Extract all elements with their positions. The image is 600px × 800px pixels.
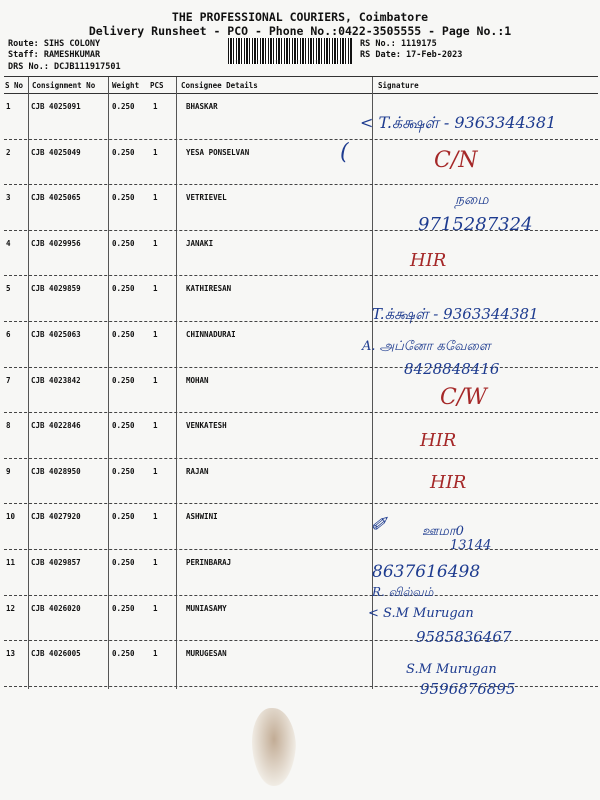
signature-row-10-mark-icon: ✐ — [370, 512, 387, 536]
cell-consignment-no: CJB 4025049 — [31, 147, 81, 157]
signature-row-6-phone: 8428848416 — [404, 360, 500, 378]
signature-row-12: < S.M Murugan — [368, 606, 474, 621]
cell-sno: 2 — [6, 147, 11, 157]
cell-consignee: PERINBARAJ — [186, 558, 232, 567]
drs-label: DRS No.: DCJB111917501 — [8, 62, 121, 72]
cell-weight: 0.250 — [112, 330, 135, 339]
cell-sno: 12 — [6, 603, 16, 613]
cell-pcs: 1 — [153, 193, 158, 203]
company-title: THE PROFESSIONAL COURIERS, Coimbatore — [171, 10, 429, 24]
cell-sno: 3 — [6, 193, 11, 203]
cell-consignee: YESA PONSELVAN — [186, 147, 250, 157]
cell-weight: 0.250 — [112, 238, 135, 248]
cell-pcs: 1 — [153, 603, 158, 613]
cell-consignment-no: CJB 4022846 — [31, 421, 81, 431]
cell-consignee: VETRIEVEL — [186, 193, 227, 203]
cell-weight: 0.250 — [112, 102, 135, 111]
cell-consignment-no: CJB 4025063 — [31, 330, 81, 339]
rs-date: RS Date: 17-Feb-2023 — [360, 50, 463, 60]
cell-sno: 9 — [6, 466, 11, 476]
cell-consignee: CHINNADURAI — [186, 330, 236, 339]
signature-row-7: C/W — [440, 385, 487, 410]
column-header-pcs: PCS — [150, 81, 164, 90]
cell-pcs: 1 — [153, 421, 158, 431]
cell-weight: 0.250 — [112, 421, 135, 431]
row-divider — [4, 595, 598, 596]
signature-row-5: T.க்க்ஷள் - 9363344381 — [372, 305, 539, 323]
cell-sno: 7 — [6, 375, 11, 385]
cell-sno: 5 — [6, 284, 11, 294]
column-header-sno: S No — [5, 81, 24, 90]
signature-row-10: ஊமா0 — [422, 524, 464, 539]
column-divider — [176, 77, 177, 689]
cell-pcs: 1 — [153, 466, 158, 476]
column-header-consignment: Consignment No — [32, 81, 96, 90]
cell-consignment-no: CJB 4029956 — [31, 238, 81, 248]
paper-stain — [252, 708, 296, 786]
cell-pcs: 1 — [153, 102, 158, 111]
column-divider — [28, 77, 29, 689]
cell-consignment-no: CJB 4023842 — [31, 375, 81, 385]
row-divider — [4, 549, 598, 550]
cell-sno: 11 — [6, 558, 16, 567]
cell-pcs: 1 — [153, 375, 158, 385]
cell-consignment-no: CJB 4029857 — [31, 558, 81, 567]
cell-pcs: 1 — [153, 512, 158, 522]
signature-row-4: HIR — [410, 250, 447, 271]
cell-sno: 4 — [6, 238, 11, 248]
cell-weight: 0.250 — [112, 147, 135, 157]
signature-row-2: C/N — [434, 148, 478, 173]
cell-consignment-no: CJB 4026020 — [31, 603, 81, 613]
cell-consignee: KATHIRESAN — [186, 284, 232, 294]
row-divider — [4, 458, 598, 459]
cell-weight: 0.250 — [112, 466, 135, 476]
cell-consignee: ASHWINI — [186, 512, 218, 522]
row-divider — [4, 503, 598, 504]
barcode — [228, 38, 352, 64]
column-header-weight: Weight — [112, 81, 140, 90]
cell-consignee: RAJAN — [186, 466, 209, 476]
cell-pcs: 1 — [153, 330, 158, 339]
runsheet-subtitle: Delivery Runsheet - PCO - Phone No.:0422-3505555 - Page No.:1 — [88, 24, 512, 38]
cell-consignment-no: CJB 4027920 — [31, 512, 81, 522]
signature-row-11: R. வில்வம் — [372, 585, 434, 599]
cell-consignment-no: CJB 4028950 — [31, 466, 81, 476]
signature-row-3: நமை — [455, 192, 489, 208]
column-divider — [108, 77, 109, 689]
cell-weight: 0.250 — [112, 558, 135, 567]
signature-mark-icon: ( — [340, 140, 349, 165]
cell-sno: 10 — [6, 512, 16, 522]
table-header-border — [4, 93, 598, 94]
cell-consignee: MOHAN — [186, 375, 209, 385]
row-divider — [4, 412, 598, 413]
cell-sno: 13 — [6, 649, 16, 659]
cell-consignee: MUNIASAMY — [186, 603, 227, 613]
cell-consignment-no: CJB 4025091 — [31, 102, 81, 111]
table-top-border — [4, 76, 598, 77]
cell-sno: 8 — [6, 421, 11, 431]
cell-weight: 0.250 — [112, 603, 135, 613]
cell-consignee: JANAKI — [186, 238, 214, 248]
signature-row-10-number: 13144 — [450, 538, 492, 553]
signature-row-3-phone: 9715287324 — [418, 214, 533, 235]
row-divider — [4, 275, 598, 276]
row-divider — [4, 139, 598, 140]
cell-weight: 0.250 — [112, 649, 135, 659]
signature-row-6: A. அப்னோ கவேளை — [362, 339, 491, 354]
route-label: Route: SIHS COLONY — [8, 39, 101, 49]
cell-pcs: 1 — [153, 649, 158, 659]
signature-row-8: HIR — [420, 430, 457, 451]
column-header-signature: Signature — [378, 81, 419, 90]
cell-weight: 0.250 — [112, 284, 135, 294]
column-header-consignee: Consignee Details — [181, 81, 258, 90]
signature-row-9: HIR — [430, 472, 467, 493]
signature-row-13: S.M Murugan — [406, 662, 497, 677]
rs-number: RS No.: 1119175 — [360, 39, 437, 49]
cell-consignee: BHASKAR — [186, 102, 218, 111]
staff-label: Staff: RAMESHKUMAR — [8, 50, 101, 60]
signature-row-1-name: < T.க்க்ஷள் - 9363344381 — [360, 113, 557, 132]
cell-pcs: 1 — [153, 558, 158, 567]
cell-consignee: VENKATESH — [186, 421, 227, 431]
cell-pcs: 1 — [153, 238, 158, 248]
row-divider — [4, 184, 598, 185]
cell-pcs: 1 — [153, 147, 158, 157]
cell-weight: 0.250 — [112, 193, 135, 203]
cell-sno: 6 — [6, 330, 11, 339]
cell-weight: 0.250 — [112, 375, 135, 385]
cell-weight: 0.250 — [112, 512, 135, 522]
cell-consignment-no: CJB 4025065 — [31, 193, 81, 203]
cell-consignment-no: CJB 4029859 — [31, 284, 81, 294]
cell-consignee: MURUGESAN — [186, 649, 227, 659]
cell-consignment-no: CJB 4026005 — [31, 649, 81, 659]
signature-row-12-phone: 9585836467 — [416, 628, 512, 646]
cell-pcs: 1 — [153, 284, 158, 294]
signature-row-13-phone: 9596876895 — [420, 680, 516, 698]
signature-row-11-phone: 8637616498 — [372, 562, 481, 582]
cell-sno: 1 — [6, 102, 11, 111]
row-divider — [4, 367, 598, 368]
